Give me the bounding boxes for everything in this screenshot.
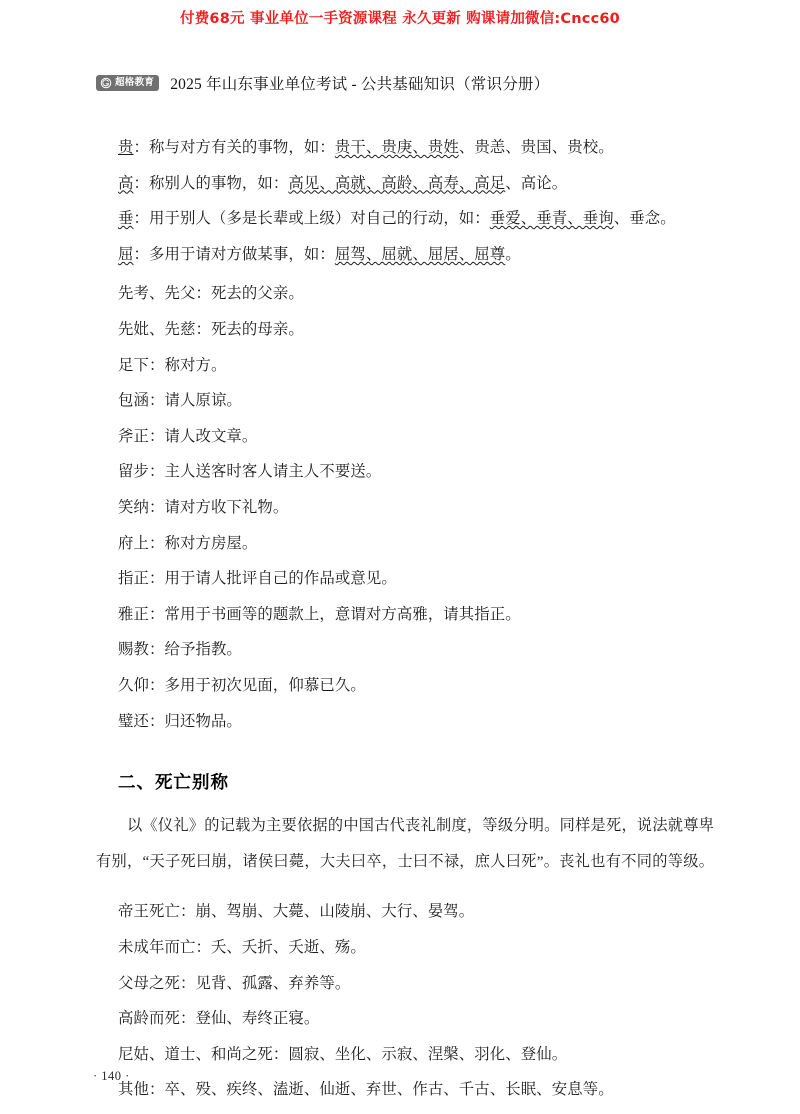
death-term-entry: 尼姑、道士、和尚之死：圆寂、坐化、示寂、涅槃、羽化、登仙。 bbox=[118, 1045, 568, 1063]
term-entry: 雅正：常用于书画等的题款上，意谓对方高雅，请其指正。 bbox=[118, 605, 521, 623]
honorific-head: 高 bbox=[118, 174, 134, 192]
honorific-text-after: 。 bbox=[505, 245, 521, 263]
honorific-marked-terms: 垂爱、垂青、垂询 bbox=[489, 210, 614, 228]
brand-name: 超格教育 bbox=[115, 77, 155, 88]
term-entry: 府上：称对方房屋。 bbox=[118, 534, 258, 552]
promo-text: 付费68元 事业单位一手资源课程 永久更新 购课请加微信:Cncc60 bbox=[180, 10, 620, 27]
honorific-text-after: 、垂念。 bbox=[613, 210, 676, 228]
brand-badge bbox=[96, 75, 159, 91]
death-term-entry: 其他：卒、殁、疾终、溘逝、仙逝、弃世、作古、千古、长眠、安息等。 bbox=[118, 1081, 614, 1099]
page-sheet bbox=[0, 34, 800, 1114]
term-entry: 璧还：归还物品。 bbox=[118, 712, 242, 730]
honorific-head: 垂 bbox=[118, 210, 134, 228]
term-entry: 先考、先父：死去的父亲。 bbox=[118, 285, 304, 303]
term-entry: 斧正：请人改文章。 bbox=[118, 427, 258, 445]
death-term-entry: 未成年而亡：夭、夭折、夭逝、殇。 bbox=[118, 939, 366, 957]
term-entry: 指正：用于请人批评自己的作品或意见。 bbox=[118, 570, 397, 588]
death-term-entry-list bbox=[96, 894, 714, 1108]
honorific-entry bbox=[96, 237, 714, 273]
promo-banner bbox=[0, 0, 800, 34]
honorific-text-before: ：称别人的事物，如： bbox=[133, 174, 289, 192]
honorific-text-after: 、贵恙、贵国、贵校。 bbox=[458, 139, 614, 156]
honorific-text-after: 、高论。 bbox=[505, 174, 568, 192]
document-title: 2025 年山东事业单位考试 - 公共基础知识（常识分册） bbox=[170, 76, 550, 93]
term-entry-list bbox=[96, 276, 714, 739]
honorific-marked-terms: 贵干、贵庚、贵姓 bbox=[334, 139, 459, 156]
page-number: · 140 · bbox=[93, 1069, 130, 1083]
term-entry: 赐教：给予指教。 bbox=[118, 641, 242, 659]
honorific-text-before: ：称与对方有关的事物，如： bbox=[133, 139, 335, 156]
honorific-entry bbox=[96, 130, 714, 166]
honorific-entry bbox=[96, 166, 714, 202]
honorific-head: 屈 bbox=[118, 245, 134, 263]
death-term-entry: 帝王死亡：崩、驾崩、大薨、山陵崩、大行、晏驾。 bbox=[118, 903, 475, 921]
honorific-entry-list bbox=[96, 130, 714, 272]
honorific-marked-terms: 屈驾、屈就、屈居、屈尊 bbox=[334, 245, 506, 263]
honorific-text-before: ：多用于请对方做某事，如： bbox=[133, 245, 335, 263]
honorific-text-before: ：用于别人（多是长辈或上级）对自己的行动，如： bbox=[133, 210, 490, 228]
term-entry: 笑纳：请对方收下礼物。 bbox=[118, 498, 289, 516]
document-body bbox=[96, 130, 714, 1108]
section-heading: 二、死亡别称 bbox=[118, 772, 229, 793]
term-entry: 足下：称对方。 bbox=[118, 356, 227, 374]
honorific-head: 贵 bbox=[118, 139, 134, 156]
death-term-entry: 高龄而死：登仙、寿终正寝。 bbox=[118, 1010, 320, 1028]
term-entry: 久仰：多用于初次见面，仰慕已久。 bbox=[118, 676, 366, 694]
term-entry: 包涵：请人原谅。 bbox=[118, 392, 242, 410]
circle-g-logo-icon bbox=[100, 77, 112, 89]
term-entry: 留步：主人送客时客人请主人不要送。 bbox=[118, 463, 382, 481]
section-paragraph: 以《仪礼》的记载为主要依据的中国古代丧礼制度，等级分明。同样是死，说法就尊卑有别，“天子死曰崩，诸侯曰薨，大夫曰卒，士曰不禄，庶人曰死”。丧礼也有不同的等级。 bbox=[96, 817, 714, 870]
document-header bbox=[96, 72, 720, 94]
term-entry: 先妣、先慈：死去的母亲。 bbox=[118, 320, 304, 338]
death-term-entry: 父母之死：见背、孤露、弃养等。 bbox=[118, 974, 351, 992]
honorific-marked-terms: 高见、高就、高龄、高寿、高足 bbox=[288, 174, 506, 192]
honorific-entry bbox=[96, 201, 714, 237]
